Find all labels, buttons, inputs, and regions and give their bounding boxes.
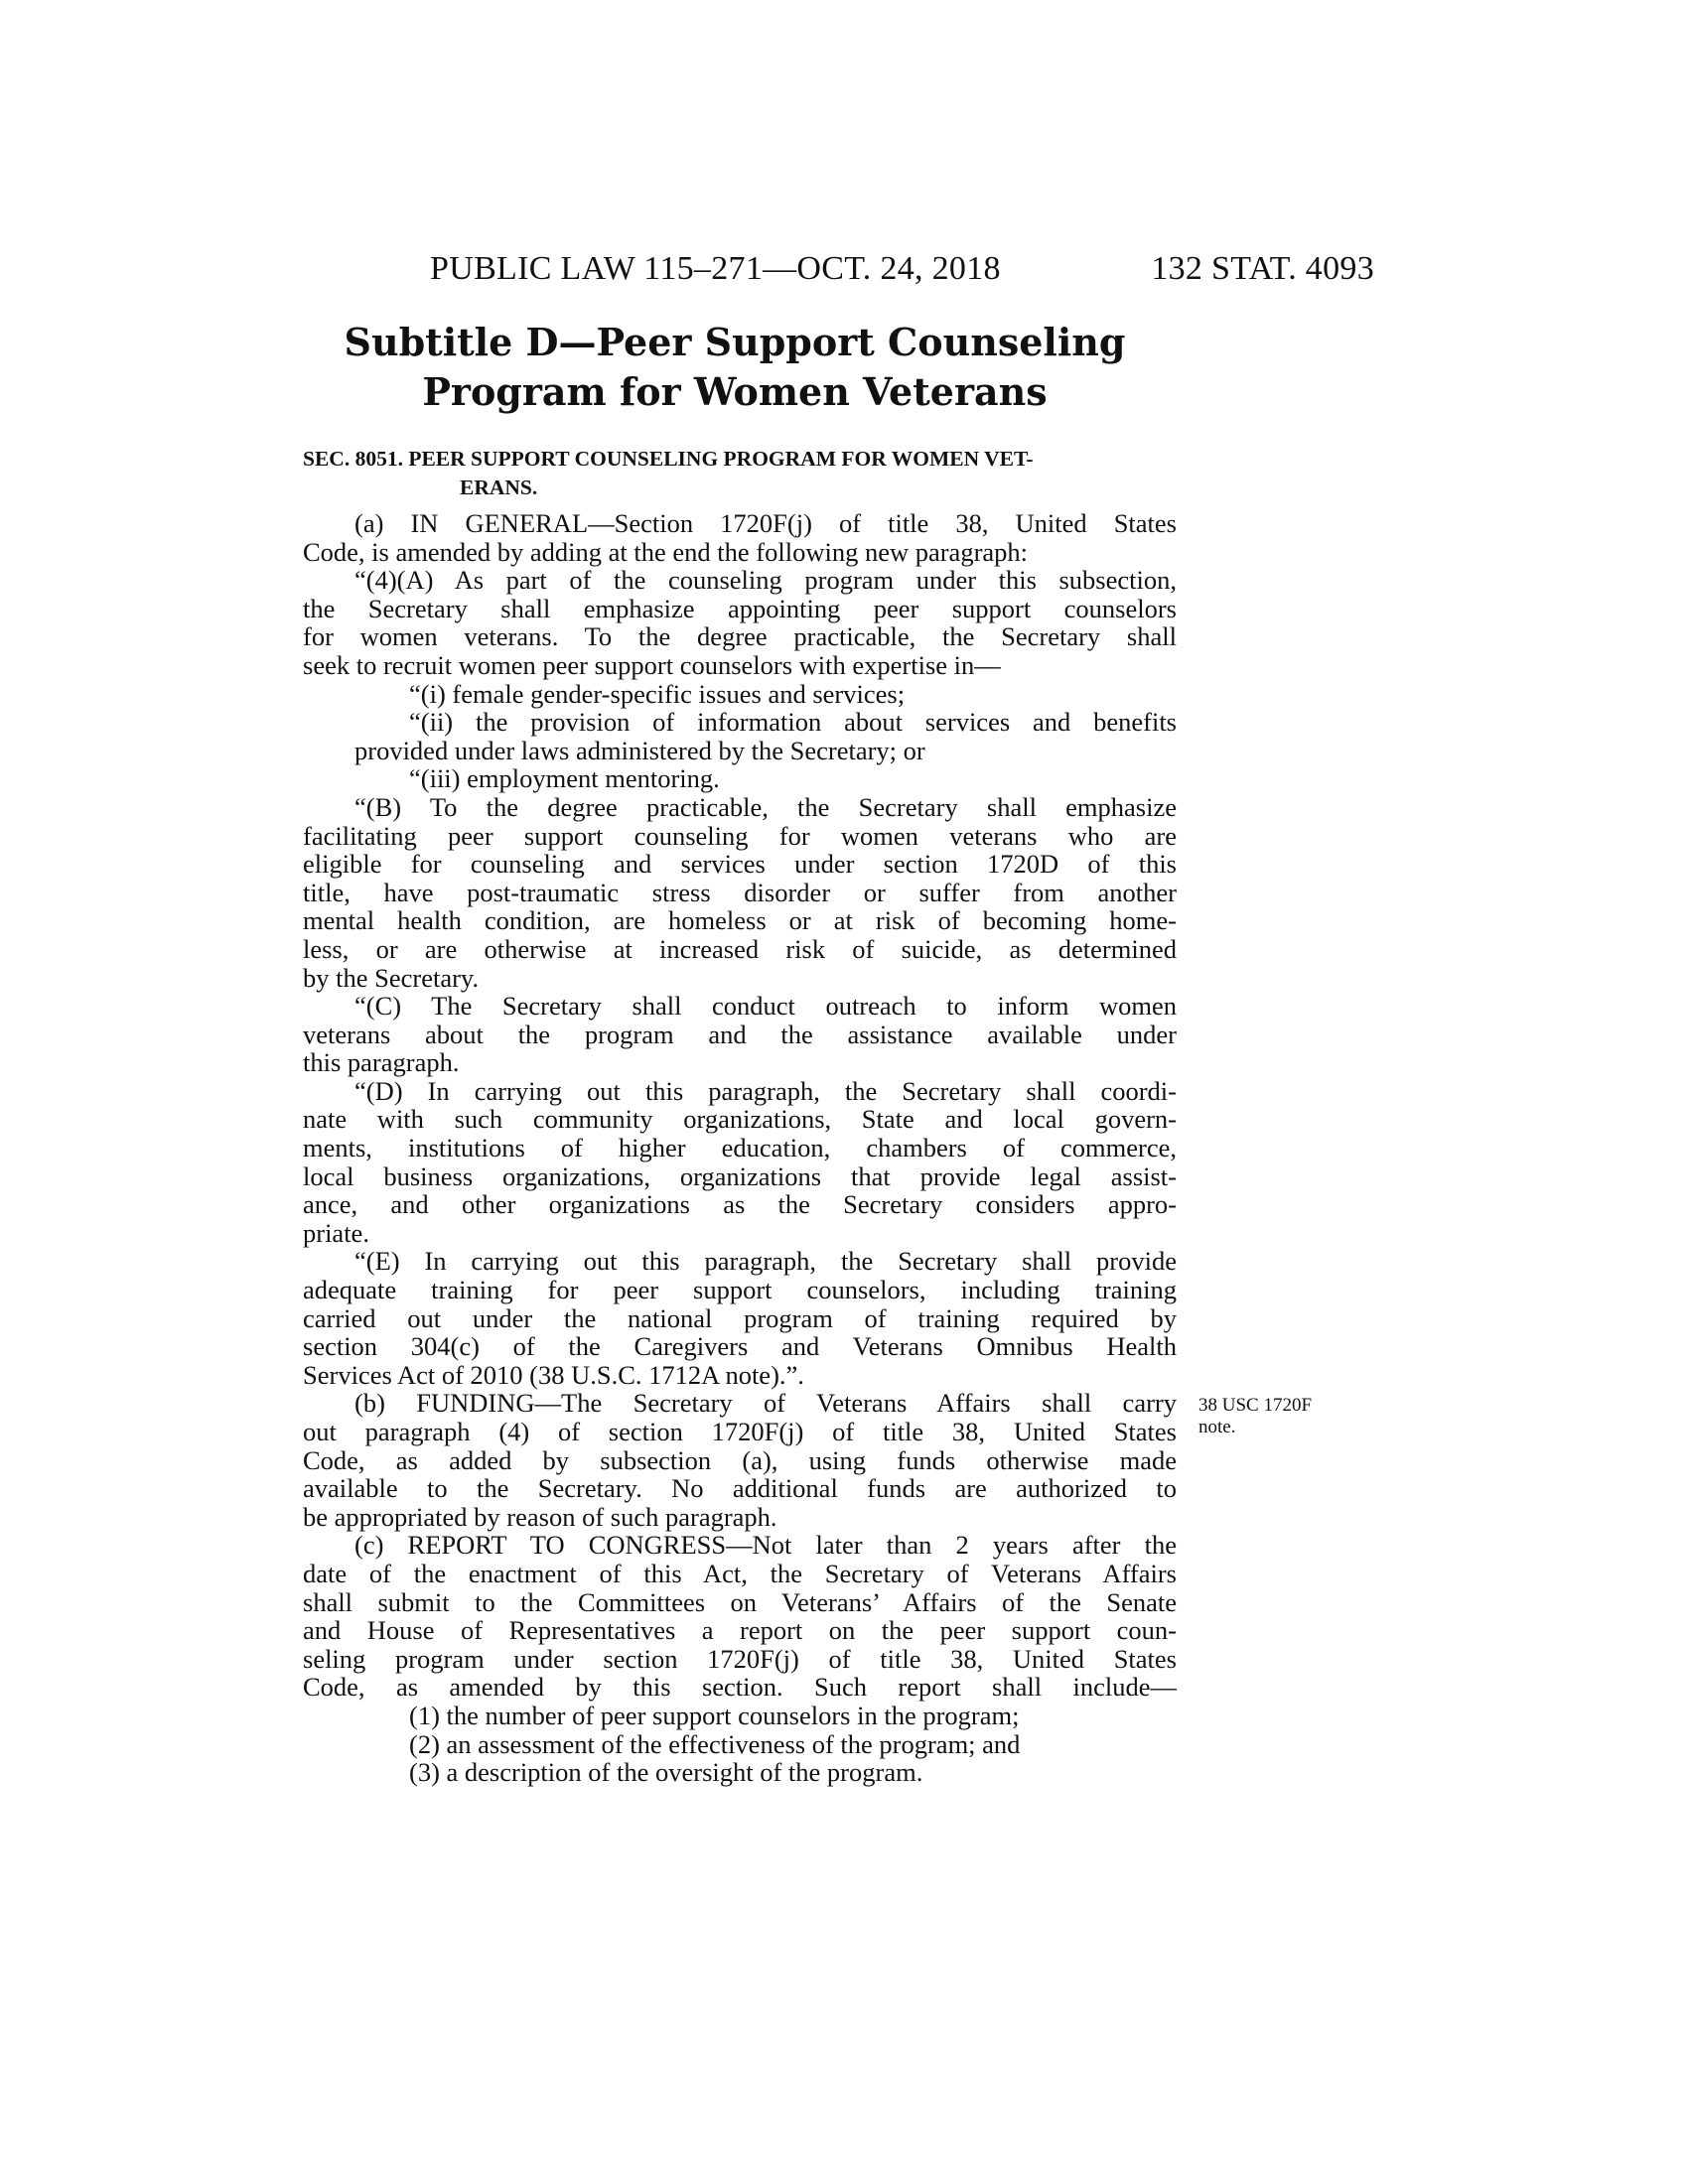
text-line: Services Act of 2010 (38 U.S.C. 1712A note).”.: [303, 1359, 804, 1390]
section-heading-line-2: ERANS.: [460, 476, 538, 499]
subtitle-line-1: Subtitle D—Peer Support Counseling: [344, 320, 1126, 364]
body-text: [303, 509, 1177, 1787]
paragraph-b-line: [303, 1389, 1177, 1418]
text-line: facilitating peer support counseling for women veterans who are: [303, 820, 1177, 851]
text-line: less, or are otherwise at increased risk of suicide, as determined: [303, 933, 1177, 964]
paragraph-c-line: [303, 1531, 1177, 1560]
text-line: available to the Secretary. No additional funds are authorized to: [303, 1473, 1177, 1504]
subsection-c-label: (c): [354, 1530, 408, 1561]
text-line: priate.: [303, 1217, 369, 1248]
text-line: nate with such community organizations, State and local govern-: [303, 1104, 1177, 1135]
subtitle-line-2: Program for Women Veterans: [422, 369, 1048, 414]
text-line: ance, and other organizations as the Secretary considers appro-: [303, 1189, 1177, 1220]
text-line: title, have post-traumatic stress disorder or suffer from another: [303, 877, 1177, 907]
statute-page-number: 132 STAT. 4093: [1151, 250, 1374, 287]
public-law-citation: PUBLIC LAW 115–271—OCT. 24, 2018: [430, 250, 1001, 287]
list-item: (2) an assessment of the effectiveness of the program; and: [409, 1728, 1021, 1759]
text-line: provided under laws administered by the Secretary; or: [354, 735, 925, 765]
text-line: section 304(c) of the Caregivers and Veterans Omnibus Health: [303, 1331, 1177, 1362]
text-line: seling program under section 1720F(j) of title 38, United States: [303, 1643, 1177, 1674]
text-line: seek to recruit women peer support counselors with expertise in—: [303, 649, 1001, 680]
text-line: local business organizations, organizations that provide legal assist-: [303, 1160, 1177, 1191]
text-line: and House of Representatives a report on the peer support coun-: [303, 1615, 1177, 1646]
text-span: —Section 1720F(j) of title 38, United States: [588, 508, 1177, 538]
text-line: be appropriated by reason of such paragraph.: [303, 1501, 777, 1532]
text-line: mental health condition, are homeless or at risk of becoming home-: [303, 905, 1177, 936]
text-line: for women veterans. To the degree practicable, the Secretary shall: [303, 621, 1177, 652]
text-line: Code, is amended by adding at the end the following new paragraph:: [303, 536, 1029, 567]
text-line: by the Secretary.: [303, 962, 480, 993]
subsection-b-label: (b): [354, 1388, 417, 1419]
text-span: —Not later than 2 years after the: [726, 1530, 1177, 1561]
text-line: this paragraph.: [303, 1047, 460, 1078]
margin-note-line-2: note.: [1198, 1417, 1236, 1437]
text-line: “(iii) employment mentoring.: [409, 763, 720, 794]
text-line: “(ii) the provision of information about services and benefits: [409, 707, 1177, 738]
text-line: Code, as added by subsection (a), using funds otherwise made: [303, 1444, 1177, 1475]
text-line: “(i) female gender-specific issues and services;: [409, 678, 906, 709]
text-line: “(D) In carrying out this paragraph, the Secretary shall coordi-: [354, 1075, 1177, 1106]
text-line: carried out under the national program of training required by: [303, 1302, 1177, 1333]
text-line: shall submit to the Committees on Veterans’ Affairs of the Senate: [303, 1586, 1177, 1617]
text-line: “(C) The Secretary shall conduct outreach to inform women: [354, 991, 1177, 1022]
subtitle-heading: [298, 318, 1172, 417]
subsection-a-label: (a): [354, 508, 411, 538]
text-line: Code, as amended by this section. Such report shall include—: [303, 1672, 1177, 1703]
text-line: out paragraph (4) of section 1720F(j) of title 38, United States: [303, 1417, 1177, 1446]
margin-note: [1198, 1395, 1312, 1438]
text-line: “(B) To the degree practicable, the Secretary shall emphasize: [354, 791, 1177, 822]
paragraph-a-line: [303, 509, 1177, 538]
subsection-a-heading: IN GENERAL: [410, 508, 589, 538]
text-line: “(E) In carrying out this paragraph, the Secretary shall provide: [354, 1246, 1177, 1277]
section-heading: [303, 445, 1177, 502]
list-item: (1) the number of peer support counselors in the program;: [409, 1700, 1020, 1730]
text-line: “(4)(A) As part of the counseling program under this subsection,: [354, 565, 1177, 596]
list-item: (3) a description of the oversight of the program.: [409, 1757, 923, 1788]
text-line: the Secretary shall emphasize appointing peer support counselors: [303, 593, 1177, 623]
text-span: —The Secretary of Veterans Affairs shall carry: [534, 1388, 1177, 1419]
text-line: date of the enactment of this Act, the Secretary of Veterans Affairs: [303, 1558, 1177, 1588]
text-line: adequate training for peer support counselors, including training: [303, 1275, 1177, 1305]
margin-note-line-1: 38 USC 1720F: [1198, 1395, 1313, 1416]
text-line: veterans about the program and the assistance available under: [303, 1019, 1177, 1049]
section-heading-line-1: SEC. 8051. PEER SUPPORT COUNSELING PROGRAM FOR WOMEN VET-: [303, 447, 1034, 471]
subsection-c-heading: REPORT TO CONGRESS: [407, 1530, 727, 1561]
subsection-b-heading: FUNDING: [416, 1388, 535, 1419]
text-line: ments, institutions of higher education, chambers of commerce,: [303, 1133, 1177, 1163]
text-line: eligible for counseling and services under section 1720D of this: [303, 849, 1177, 880]
